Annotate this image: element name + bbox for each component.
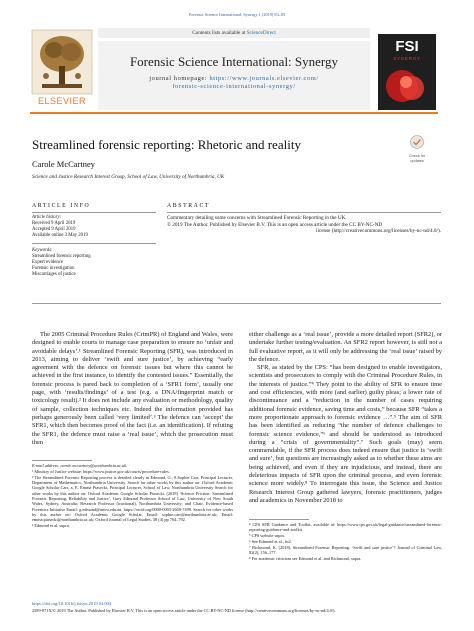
footnote: ² The Streamlined Forensic Reporting process is detailed clearly in Edmond, G., S.Sophie Carr, Principal Lecturer, Department of Mathematics, Northumbria University. Search for other works by this author on: Oxford Academic Google Scholar Carr, a, E. Emma Piasecki, Principal Lecturer, School of Law, Northumbria University Search for other works by this author on: Oxford Academic Google Scholar Piasecki, (2018) ‘Science Friction: Streamlined Forensic Reporting, Reliability and Justice’, Gary Edmond Professor School of Law, University of New South Wales, Sydney, Australia; Research Professor (fractional), Northumbria University; and Chair, Evidence-based Forensics Initiative Email: g.edmond@unsw.edu.au, https://orcid.org/0000-0003-2609-7499. Search for other works by this author on: Oxford Academic Google Scholar. Email: sophie.carr@northumbria.ac.uk; Email: emma.piasecki@northumbria.ac.uk; Oxford Journal of Legal Studies, 38 (4) pp 764–792. bbox=[32, 474, 233, 523]
article-title: Streamlined forensic reporting: Rhetoric and reality bbox=[32, 137, 301, 152]
banner-center bbox=[98, 28, 370, 110]
elsevier-tree-icon bbox=[30, 28, 94, 96]
article-info-heading: ARTICLE INFO bbox=[32, 203, 91, 209]
keyword-item: Streamlined forensic reporting bbox=[32, 254, 91, 259]
info-rule bbox=[32, 212, 156, 213]
available-date: Available online 3 May 2019 bbox=[32, 233, 88, 238]
banner-rule bbox=[30, 112, 438, 114]
check-for-updates-button[interactable] bbox=[402, 135, 432, 163]
footnote-email: E-mail address: carole.mccartney@northumbria.ac.uk. bbox=[32, 463, 128, 468]
abstract-copyright: © 2019 The Author. Published by Elsevier B.V. This is an open access article under the CC BY-NC-ND bbox=[167, 221, 383, 228]
elsevier-wordmark: ELSEVIER bbox=[37, 96, 87, 106]
footnotes-left bbox=[32, 463, 233, 529]
front-matter-rule bbox=[32, 303, 441, 304]
footnote: ³ Edmond et al. supra. bbox=[32, 523, 70, 529]
cover-title: FSI bbox=[395, 38, 419, 55]
keywords-block bbox=[32, 248, 156, 278]
body-paragraph: either challenge as a ‘real issue’, provide a more detailed report (SFR2), or undertake further testing/evaluation. An SFR2 report however, is still not a full evaluative report, as it will only be addressing the ‘real issue’ raised by the defence. bbox=[249, 331, 442, 363]
check-updates-label: Check for updates bbox=[408, 154, 426, 163]
footnote: ⁸ For academic criticism see Edmond et al. and Richmond, supra. bbox=[249, 556, 362, 562]
elsevier-logo bbox=[30, 28, 94, 108]
body-left-column bbox=[32, 331, 233, 447]
sciencedirect-link[interactable]: ScienceDirect bbox=[246, 30, 276, 36]
footnote: ⁴ CPS SFR Guidance and Toolkit, available at: https://www.cps.gov.uk/legal-guidance/streamlined-forensic-reporting-guidance-and-toolkit. bbox=[249, 522, 442, 533]
journal-citation-header: Forensic Science International: Synergy 1 (2019) 83–85 bbox=[188, 12, 286, 17]
body-right-column bbox=[249, 331, 442, 505]
article-author: Carole McCartney bbox=[32, 159, 96, 169]
footer-license: 2589-871X/© 2019 The Author. Published by Elsevier B.V. This is an open access article under the CC BY-NC-ND license (http://creativecommons.org/licenses/by-nc-nd/4.0/). bbox=[32, 608, 336, 613]
contents-line bbox=[98, 30, 370, 37]
article-history bbox=[32, 215, 156, 239]
contents-text: Contents lists available at bbox=[192, 30, 246, 36]
footnote: ⁶ See Edmond et al., fn2. bbox=[249, 539, 292, 545]
keyword-item: Expert evidence bbox=[32, 260, 64, 265]
abstract-line-1: Commentary detailing some concerns with Streamlined Forensic Reporting in the UK. bbox=[167, 215, 347, 221]
doi-link[interactable]: https://doi.org/10.1016/j.fsisyn.2019.04.004 bbox=[32, 601, 112, 606]
keywords-label: Keywords: bbox=[32, 248, 53, 253]
abstract-body bbox=[167, 215, 441, 235]
footnote: ⁷ Richmond, K. (2018), Streamlined Forensic Reporting: ‘Swift and sure justice’? Journal of Criminal Law, 82(2), 156–177. bbox=[249, 544, 442, 556]
footnote: ¹ Ministry of Justice website: https://www.justice.gov.uk/courts/procedure-rules. bbox=[32, 468, 170, 474]
journal-title: Forensic Science International: Synergy bbox=[129, 54, 339, 69]
homepage-url-2[interactable]: forensic-science-international-synergy/ bbox=[172, 83, 296, 90]
keywords-rule bbox=[32, 243, 156, 244]
body-paragraph: The 2005 Criminal Procedure Rules (CrimPR) of England and Wales, were designed to enable courts to manage case preparation to ensure no ‘unfair and avoidable delays’.¹ Streamlined Forensic Reporting (SFR), was introduced in 2013, aiming to deliver ‘swift and sure justice’, by achieving “early agreement with the defence on forensic issues but where this cannot be achieved in the first instance, to identify the contested issues.” Essentially, the forensic process is pared back to completion of a ‘SFR1 form’, usually one page, with ‘results/findings’ of a test (e.g. a DNA/fingerprint match or toxicology result).² It does not include any evaluation or methodology, quality of sample, collection techniques etc. Indeed the information provided has perhaps generously been called ‘very limited’.³ The defence can ‘accept’ the SFR1, which then becomes proof of the fact (i.e. an identification). If refuting the SFR1, the defence must raise a ‘real issue’, which the prosecution must then bbox=[32, 331, 233, 446]
history-label: Article history: bbox=[32, 215, 62, 220]
author-affiliation: Science and Justice Research Interest Group, School of Law, University of Northumbria, UK bbox=[32, 174, 225, 180]
abstract-heading: ABSTRACT bbox=[167, 203, 211, 209]
keyword-item: Forensic investigation bbox=[32, 266, 75, 271]
footnote: ⁵ CPS website supra. bbox=[249, 533, 285, 539]
abstract-rule bbox=[167, 212, 441, 213]
homepage-url-1[interactable]: https://www.journals.elsevier.com/ bbox=[209, 75, 319, 82]
homepage-line bbox=[98, 75, 370, 82]
accepted-date: Accepted 9 April 2019 bbox=[32, 227, 76, 232]
body-paragraph: SFR, as stated by the CPS: “has been designed to enable investigators, scientists and prosecutors to comply with the Criminal Procedure Rules, in the interests of justice.”⁴ They point to the ability of SFR to ensure time and cost efficiencies, with more (and earlier) guilty pleas; a lower rate of discontinuance and a “reduction in the number of cases requiring additional forensic evidence, saving time and costs,” because SFR “takes a more proportionate approach to forensic evidence …”.⁵ The aim of SFR has been identified as reducing “the number of defence challenges to forensic science evidence,”⁶ and should be understood as introduced during a “crisis of governmentality”.⁷ Such goals (may) seem commendable, if the SFR process does indeed ensure that justice is ‘swift and sure’, but questions are increasingly asked as to whether these aims are being achieved, and even if they are injudicious, and instead, there are deleterious impacts of SFR upon the criminal process, and even forensic science more widely.⁸ To interrogate this issue, the Science and Justice Research Interest Group gathered lawyers, forensic practitioners, judges and academics in November 2018 to bbox=[249, 364, 442, 504]
received-date: Received 9 April 2019 bbox=[32, 221, 76, 226]
abstract-license: license (http://creativecommons.org/licenses/by-nc-nd/4.0/). bbox=[316, 228, 441, 234]
footnotes-right bbox=[249, 522, 442, 562]
journal-cover bbox=[378, 34, 436, 110]
footnote-rule-left bbox=[32, 460, 92, 461]
cover-artwork-icon bbox=[382, 66, 432, 106]
keyword-item: Miscarriages of justice bbox=[32, 272, 76, 277]
footnote-rule-right bbox=[249, 519, 309, 520]
journal-banner bbox=[30, 28, 438, 111]
cover-subtitle: SYNERGY bbox=[393, 56, 421, 61]
check-updates-icon bbox=[410, 135, 424, 149]
homepage-label: journal homepage: bbox=[149, 75, 208, 82]
